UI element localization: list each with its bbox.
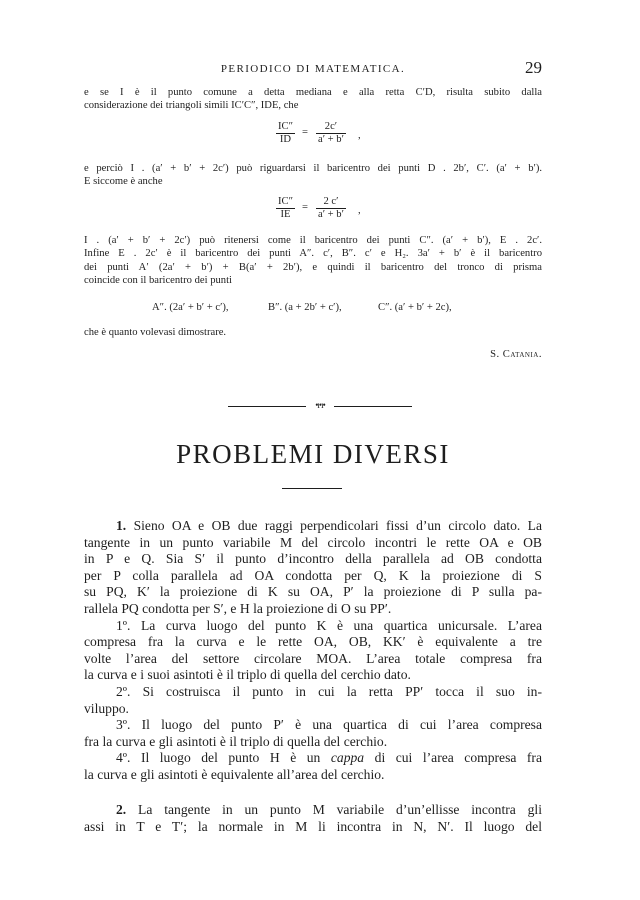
item-line: fra la curva e gli asintoti è il triplo di quella del cerchio. bbox=[84, 733, 388, 749]
problem-1 bbox=[84, 518, 542, 784]
section-title: PROBLEMI DIVERSI bbox=[176, 439, 450, 469]
conclusion-line: coincide con il baricentro dei punti bbox=[84, 274, 232, 286]
problem-line bbox=[84, 518, 542, 535]
middle-line: E siccome è anche bbox=[84, 176, 163, 188]
ornament-rule-right bbox=[334, 406, 412, 407]
item-line: volte l’area del settore circolare MOA. L’area totale compresa fra bbox=[84, 650, 542, 666]
running-title: PERIODICO DI MATEMATICA. bbox=[220, 63, 406, 75]
item-text: di cui l’area compresa fra bbox=[374, 750, 542, 766]
page-number: 29 bbox=[525, 58, 542, 77]
problem-text: La tangente in un punto M variabile d’un’ellisse incontra gli bbox=[138, 802, 542, 817]
item-number: 4º. bbox=[116, 750, 131, 766]
problem-line: per P colla parallela ad OA condotta per Q, K la proiezione di S bbox=[84, 567, 542, 583]
conclusion-line: dei punti A′ (2a′ + b′) + B(a′ + 2b′), e quindi il baricentro del tronco di prisma bbox=[84, 261, 542, 273]
eq2-numerator: IC″ bbox=[278, 196, 294, 207]
eq2-equals: = bbox=[302, 202, 308, 213]
page-header bbox=[84, 60, 542, 80]
item-number: 3º. bbox=[116, 717, 131, 733]
item-line bbox=[84, 684, 542, 701]
eq2-denominator: IE bbox=[280, 209, 291, 220]
eq1-numerator: IC″ bbox=[278, 121, 294, 132]
item-text: La curva luogo del punto K è una quartica unicursale. L’area bbox=[140, 617, 542, 633]
problem-text: Sieno OA e OB due raggi perpendicolari fissi d’un circolo dato. La bbox=[133, 518, 542, 533]
eq3-point-c: C″. (a′ + b′ + 2c), bbox=[378, 302, 452, 313]
item-line: la curva e gli asintoti è equivalente all’area del cerchio. bbox=[84, 766, 385, 782]
problem-line: assi in T e T′; la normale in M li incontra in N, N′. Il luogo del bbox=[84, 818, 542, 834]
item-line bbox=[84, 717, 542, 734]
eq1-equals: = bbox=[302, 127, 308, 138]
eq1-right-fraction bbox=[316, 121, 346, 146]
ornament-center: •ı•ı• bbox=[315, 400, 325, 410]
closing-paragraph bbox=[84, 326, 542, 339]
eq3-point-a: A″. (2a′ + b′ + c′), bbox=[152, 302, 229, 313]
title-underline bbox=[282, 488, 342, 489]
eq1-numerator: 2c′ bbox=[316, 121, 346, 134]
intro-line: considerazione dei triangoli simili IC′C″, IDE, che bbox=[84, 100, 299, 112]
eq1-comma: , bbox=[358, 130, 361, 141]
problem-2 bbox=[84, 802, 542, 835]
problem-line bbox=[84, 802, 542, 819]
eq2-right-fraction bbox=[316, 196, 346, 221]
intro-line: e se I è il punto comune a detta mediana e alla retta C′D, risulta subito dalla bbox=[84, 87, 542, 98]
middle-paragraph bbox=[84, 162, 542, 189]
conclusion-paragraph bbox=[84, 234, 542, 287]
problem-number: 2. bbox=[116, 802, 127, 817]
eq3-point-b: B″. (a + 2b′ + c′), bbox=[268, 302, 342, 313]
intro-paragraph bbox=[84, 86, 542, 113]
item-line: compresa fra la curva e le rette OA, OB, KK′ è equivalente a tre bbox=[84, 634, 542, 650]
eq1-denominator: a′ + b′ bbox=[318, 134, 344, 145]
author-signature: S. Catania. bbox=[490, 349, 542, 360]
closing-line: che è quanto volevasi dimostrare. bbox=[84, 327, 227, 338]
problem-line: tangente in un punto variabile M del circolo incontri le rette OA e OB bbox=[84, 534, 542, 550]
item-number: 2º. bbox=[116, 683, 131, 699]
eq2-denominator: a′ + b′ bbox=[318, 209, 344, 220]
problem-line: in P e Q. Sia S′ il punto d’incontro della parallela ad OB condotta bbox=[84, 551, 542, 567]
conclusion-line: Infine E . 2c′ è il baricentro dei punti A″. c′, B″. c′ e H₂. 3a′ + b′ è il baricentro bbox=[84, 248, 542, 260]
eq2-left-fraction bbox=[276, 196, 295, 221]
section-ornament bbox=[228, 400, 412, 412]
item-italic-term: cappa bbox=[330, 750, 365, 766]
item-text: Il luogo del punto H è un bbox=[140, 750, 321, 766]
item-line bbox=[84, 750, 542, 767]
item-line bbox=[84, 618, 542, 635]
eq1-left-fraction bbox=[276, 121, 295, 146]
item-line: viluppo. bbox=[84, 700, 129, 716]
item-text: Il luogo del punto P′ è una quartica di cui l’area compresa bbox=[141, 717, 542, 733]
conclusion-line: I . (a′ + b′ + 2c′) può ritenersi come il baricentro dei punti C″. (a′ + b′), E . 2c′. bbox=[84, 235, 542, 246]
item-text: Si costruisca il punto in cui la retta PP′ tocca il suo in- bbox=[142, 683, 542, 699]
eq2-comma: , bbox=[358, 205, 361, 216]
eq2-numerator: 2 c′ bbox=[316, 196, 346, 209]
middle-line: e perciò I . (a′ + b′ + 2c′) può riguardarsi il baricentro dei punti D . 2b′, C′. (a′ + b′). bbox=[84, 163, 542, 174]
problem-line: rallela PQ condotta per S′, e H la proiezione di O su PP′. bbox=[84, 600, 392, 616]
eq1-denominator: ID bbox=[279, 134, 292, 145]
item-number: 1º. bbox=[116, 617, 131, 633]
problem-number: 1. bbox=[116, 518, 127, 533]
item-line: la curva e i suoi asintoti è il triplo di quella del cerchio dato. bbox=[84, 667, 411, 683]
ornament-rule-left bbox=[228, 406, 306, 407]
problem-line: su PQ, K′ la proiezione di K su OA, P′ la proiezione di P sulla pa- bbox=[84, 584, 542, 600]
